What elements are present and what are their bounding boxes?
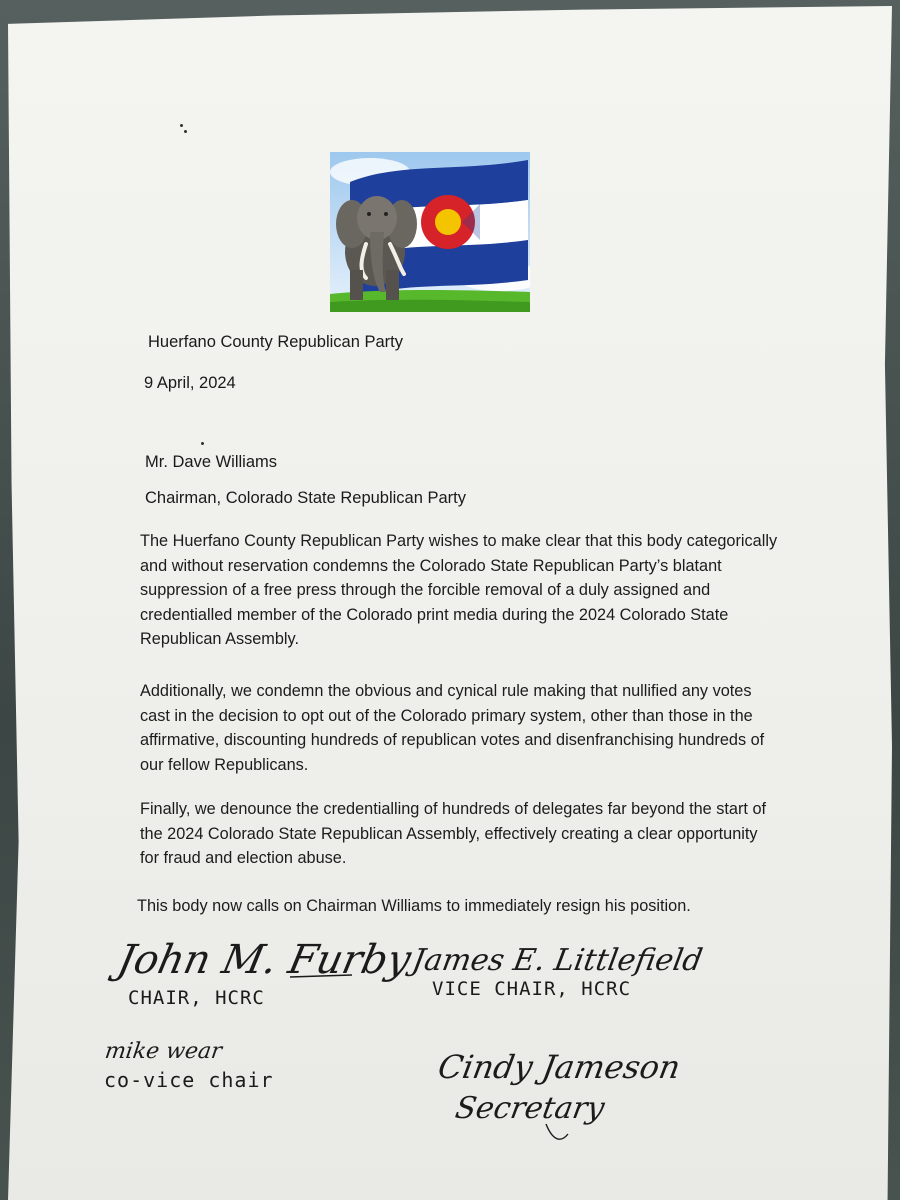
paper-speck xyxy=(180,124,183,127)
vice-chair-signature-text: James E. Littlefield xyxy=(409,943,706,978)
chair-role: CHAIR, HCRC xyxy=(128,987,265,1009)
organization-name: Huerfano County Republican Party xyxy=(148,333,403,351)
chair-signature-text: John M. Furby xyxy=(113,935,416,983)
recipient-title: Chairman, Colorado State Republican Party xyxy=(145,489,467,507)
paper-speck xyxy=(201,442,204,445)
secretary-role: Secretary xyxy=(452,1091,608,1126)
chair-signature xyxy=(113,925,416,995)
co-vice-chair-signature xyxy=(104,1030,304,1070)
paper-speck xyxy=(184,130,187,133)
closing-statement: This body now calls on Chairman Williams to immediately resign his position. xyxy=(137,897,691,915)
body-paragraph: Finally, we denounce the credentialling of hundreds of delegates far beyond the start of the 2024 Colorado State Republican Assembly, effectively creating a clear opportunity for fraud and election abuse. xyxy=(140,800,767,867)
secretary-signature-text: Cindy Jameson xyxy=(435,1048,684,1086)
co-vice-chair-role: co-vice chair xyxy=(104,1068,274,1092)
vice-chair-role: VICE CHAIR, HCRC xyxy=(432,978,632,1000)
body-paragraph: The Huerfano County Republican Party wishes to make clear that this body categorically and without reservation condemns the Colorado State Republican Party’s blatant suppression of a free press through the forcible removal of a duly assigned and credentialled member of the Colorado print media during the 2024 Colorado State Republican Assembly. xyxy=(140,532,778,648)
body-paragraph: Additionally, we condemn the obvious and cynical rule making that nullified any votes cast in the decision to opt out of the Colorado primary system, other than those in the affirmative, discounting hundreds of republican votes and disenfranchising hundreds of our fellow Republicans. xyxy=(140,682,765,774)
letter-date: 9 April, 2024 xyxy=(144,374,236,392)
co-vice-chair-signature-text: mike wear xyxy=(103,1038,224,1064)
secretary-role-handwritten xyxy=(452,1084,656,1144)
elephant-colorado-flag-icon xyxy=(330,152,530,312)
recipient-name: Mr. Dave Williams xyxy=(145,453,278,471)
